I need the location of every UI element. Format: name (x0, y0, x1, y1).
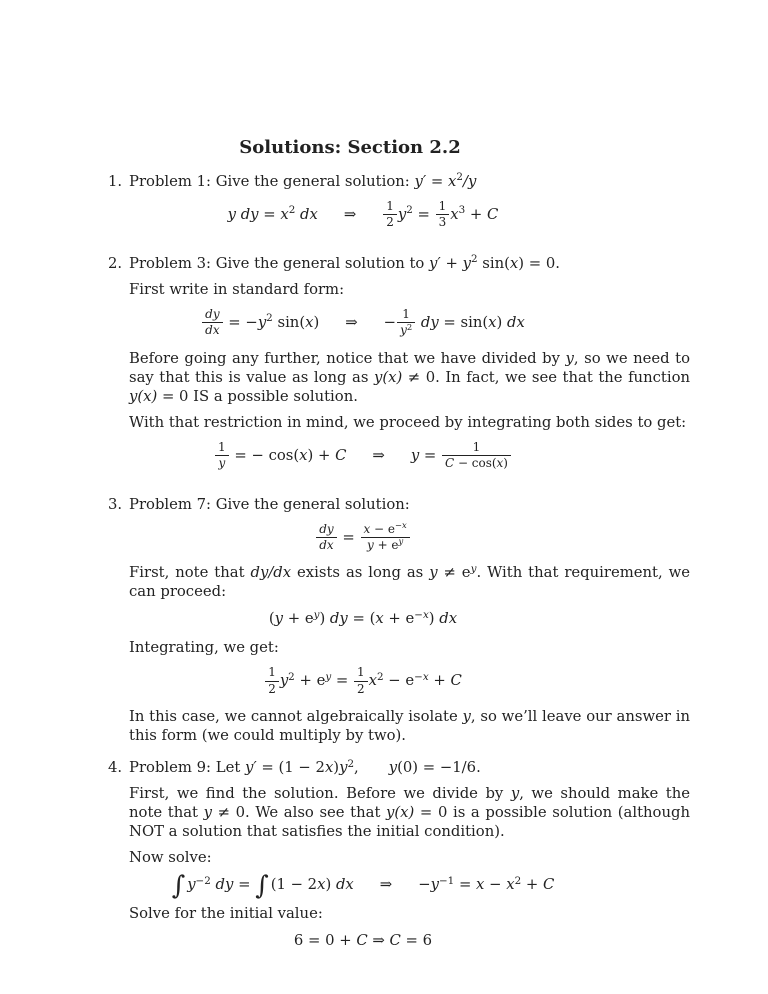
fn (397, 308, 415, 322)
tok-sup (395, 520, 407, 530)
tok-plain: 2 (456, 171, 463, 184)
tok-sup (414, 671, 429, 683)
tok-frac (215, 441, 229, 471)
tok-math: dx (295, 205, 318, 223)
problem-item-4 (108, 758, 690, 960)
tok-roman: + e (283, 610, 314, 628)
tok-roman: exists as long as (291, 564, 430, 582)
tok-roman: ( (268, 610, 275, 628)
tok-roman: + e (294, 672, 326, 690)
tok-math: y (325, 670, 332, 683)
tok-sup (314, 609, 320, 621)
tok-frac (436, 200, 450, 230)
tok-math: x (488, 313, 497, 331)
fd (316, 537, 336, 552)
tok-math: y dy (227, 205, 259, 223)
tok-roman: Before going any further, notice that we have divided by (129, 349, 566, 367)
tok-roman: ) (496, 313, 507, 331)
problem-2-lead: First write in standard form: (129, 280, 345, 298)
tok-roman: ) + (307, 446, 336, 464)
tok-sp (392, 888, 418, 889)
tok-plain: 1 (357, 665, 365, 680)
tok-math: x (402, 519, 407, 530)
item-body (129, 172, 690, 241)
tok-roman: 6 = 0 + (293, 932, 357, 950)
problem-1-equation (129, 200, 597, 230)
tok-math: x (506, 876, 515, 894)
tok-math: y (187, 876, 196, 894)
item-body (129, 495, 690, 746)
tok-math: y (510, 785, 520, 803)
tok-math: y (313, 608, 320, 621)
tok-roman: = ( (347, 610, 376, 628)
tok-plain: 2 (266, 312, 273, 325)
tok-roman: = (454, 876, 477, 894)
tok-roman: ⇒ (379, 876, 393, 894)
tok-math: dx (507, 313, 525, 331)
tok-roman: + (521, 876, 543, 894)
problem-3-paragraph-2 (129, 707, 690, 745)
tok-sup (325, 671, 331, 683)
tok-roman: , (354, 759, 359, 777)
tok-roman: , we should make the note that (129, 785, 691, 822)
tok-plain: 2 (406, 204, 413, 217)
fd (265, 681, 279, 696)
problem-2-statement (129, 254, 690, 273)
tok-frac (354, 666, 368, 696)
tok-roman: ) (319, 610, 330, 628)
tok-sup (456, 171, 463, 183)
tok-roman: Problem 3: Give the general solution to (129, 254, 430, 272)
tok-math: dy (416, 313, 439, 331)
tok-roman: = (412, 205, 435, 223)
fn (316, 523, 336, 537)
item-number: 2. (108, 254, 123, 272)
tok-plain: 2 (347, 757, 355, 770)
tok-plain: 1 (472, 439, 481, 454)
tok-roman: First, we find the solution. Before we divide by (129, 785, 511, 803)
problem-3-equation-3 (129, 666, 597, 696)
tok-frac (316, 523, 336, 553)
tok-math: y (462, 254, 471, 272)
problem-4-statement (129, 758, 690, 777)
tok-math: y(x) (129, 387, 158, 405)
tok-sp (318, 218, 344, 219)
tok-math: C (356, 932, 368, 950)
tok-math: x (299, 446, 308, 464)
tok-roman: − cos( (454, 456, 497, 471)
fn (202, 308, 222, 322)
fd (215, 455, 229, 470)
tok-roman: = (419, 446, 441, 464)
tok-math: x (363, 521, 371, 536)
tok-plain: 2 (514, 874, 522, 887)
fn (215, 441, 229, 455)
tok-plain: 1 (218, 439, 226, 454)
fd (436, 214, 450, 229)
tok-sup (471, 563, 477, 575)
tok-frac (202, 308, 222, 338)
tok-roman: − (383, 313, 397, 331)
tok-roman: , so we’ll leave our answer in this form (we could multiply by two). (129, 708, 690, 745)
tok-roman: ⇒ (367, 932, 390, 950)
tok-math: x (422, 608, 429, 621)
tok-roman: = 0 IS a possible solution. (157, 387, 358, 405)
tok-roman: sin( (477, 254, 510, 272)
fd (397, 322, 415, 337)
tok-roman: − (418, 876, 431, 894)
tok-math: x (496, 456, 504, 471)
tok-roman: ) (428, 610, 440, 628)
tok-roman: − e (370, 521, 395, 536)
tok-roman: ≠ 0. We also see that (212, 804, 387, 822)
tok-sup (459, 204, 466, 216)
problem-4-equation-1 (129, 870, 597, 901)
fd (361, 537, 410, 552)
tok-sup (515, 875, 522, 887)
tok-math: C (450, 672, 462, 690)
tok-sup (347, 758, 354, 770)
tok-plain: 3 (438, 215, 447, 230)
tok-math: x (324, 759, 334, 777)
problem-2-equation-1 (129, 308, 597, 338)
tok-plain: 2 (288, 670, 295, 683)
tok-frac (265, 666, 279, 696)
problem-2-paragraph-1 (129, 349, 690, 406)
problem-3-equation-1 (129, 519, 597, 553)
tok-sp (354, 888, 380, 889)
tok-math: C (445, 456, 455, 471)
problem-2-equation-2 (129, 441, 597, 471)
item-number: 3. (108, 495, 123, 513)
fn (265, 666, 279, 680)
tok-roman: ) (333, 759, 340, 777)
tok-sup (288, 671, 295, 683)
tok-roman: (1 − 2 (270, 876, 318, 894)
tok-roman: = − (223, 313, 258, 331)
tok-roman: ≠ e (437, 564, 471, 582)
tok-plain: 2 (357, 681, 365, 696)
tok-roman: ≠ 0. In fact, we see that the function (402, 368, 691, 386)
tok-plain: 2 (288, 204, 296, 217)
fn (383, 200, 397, 214)
tok-math: x (317, 876, 326, 894)
tok-sp (385, 459, 411, 460)
tok-roman: ) (503, 456, 508, 471)
tok-sup (414, 609, 429, 621)
item-number: 4. (108, 759, 123, 777)
item-body (129, 254, 690, 482)
page-title: Solutions: Section 2.2 (239, 137, 461, 158)
tok-math: x (450, 205, 459, 223)
tok-math: y (388, 759, 398, 777)
item-number: 1. (108, 173, 123, 190)
tok-sp (358, 326, 384, 327)
tok-math: y′ (244, 759, 257, 777)
tok-sup (407, 322, 412, 332)
problem-4-lead-2: Solve for the initial value: (129, 905, 323, 923)
tok-sup (406, 204, 413, 216)
tok-math: y (279, 672, 289, 690)
tok-roman: = (337, 528, 360, 546)
tok-plain: 2 (470, 253, 478, 266)
tok-plain: 3 (458, 204, 466, 217)
tok-roman: ) (313, 313, 320, 331)
tok-math: y (218, 456, 226, 471)
tok-math: y (397, 205, 407, 223)
tok-sup (471, 253, 478, 265)
tok-plain: 2 (386, 215, 394, 230)
tok-roman: = 6 (400, 932, 433, 950)
tok-math: y (430, 876, 439, 894)
tok-roman: = (258, 205, 281, 223)
tok-math: dy/dx (250, 564, 292, 582)
tok-roman: = (233, 876, 256, 894)
fd (354, 681, 368, 696)
fd (442, 455, 511, 470)
tok-plain: 2 (406, 321, 413, 332)
problem-4-equation-2 (129, 932, 597, 949)
tok-math: y (400, 323, 407, 338)
tok-math: dx (205, 323, 220, 338)
fd (383, 214, 397, 229)
item-body (129, 758, 690, 960)
tok-sup (196, 875, 211, 887)
tok-sup (399, 536, 404, 546)
tok-roman: − (394, 519, 403, 530)
tok-math: y (339, 759, 348, 777)
tok-roman: ) (325, 876, 336, 894)
problem-4-lead: Now solve: (129, 849, 212, 867)
tok-plain: 2 (268, 681, 276, 696)
tok-math: y(x) (374, 368, 403, 386)
problem-3-statement (129, 495, 690, 514)
tok-math: x (280, 205, 289, 223)
tok-roman: , so we need to say that this is value as long as (129, 349, 690, 386)
tok-math: dx (335, 876, 354, 894)
tok-sup (289, 204, 296, 216)
tok-roman: + e (383, 610, 415, 628)
tok-math: /y (462, 173, 477, 190)
tok-math: y(x) (386, 804, 415, 822)
tok-math: y (470, 562, 477, 575)
fn (361, 519, 410, 537)
tok-frac (442, 441, 511, 471)
tok-roman: + (428, 672, 451, 690)
tok-plain: 1 (386, 199, 394, 213)
tok-frac (383, 200, 397, 230)
tok-math: y′ (414, 173, 427, 190)
tok-plain: −1 (438, 874, 455, 887)
tok-math: x (368, 672, 377, 690)
tok-math: C (487, 205, 499, 223)
tok-roman: Problem 1: Give the general solution: (129, 173, 415, 190)
tok-roman: + (440, 254, 463, 272)
tok-roman: = 0 is a possible solution (although NOT a solution that satisfies the initial condition). (129, 804, 690, 841)
tok-math: y (257, 313, 267, 331)
tok-roman: Problem 9: Let (129, 759, 245, 777)
tok-roman: + (465, 205, 488, 223)
tok-roman: − e (383, 672, 415, 690)
tok-math: x (509, 254, 519, 272)
tok-math: x (375, 610, 384, 628)
tok-roman: = (426, 173, 449, 190)
tok-roman: = − cos( (229, 446, 300, 464)
tok-roman: ⇒ (343, 205, 357, 223)
tok-plain: 2 (376, 670, 384, 683)
problem-3-equation-2 (129, 610, 597, 627)
fd (202, 322, 222, 337)
tok-sp (359, 771, 389, 772)
tok-math: x (422, 670, 429, 683)
problem-1-statement (129, 172, 690, 191)
tok-math: y (565, 349, 574, 367)
tok-math: dy (319, 521, 334, 536)
tok-roman: = sin( (438, 313, 489, 331)
tok-sp (356, 218, 382, 219)
tok-sp (346, 459, 372, 460)
tok-math: C (542, 876, 555, 894)
problem-2-lead-2: With that restriction in mind, we proceed by integrating both sides to get: (129, 413, 687, 431)
problem-item-1 (108, 172, 690, 241)
tok-math: y (203, 804, 212, 822)
tok-math: x (305, 313, 314, 331)
tok-plain: −2 (195, 874, 211, 887)
tok-math: y (274, 610, 284, 628)
tok-math: y (410, 446, 420, 464)
tok-frac (361, 519, 410, 553)
tok-roman: = (1 − 2 (256, 759, 325, 777)
tok-roman: + e (373, 537, 399, 552)
tok-roman: In this case, we cannot algebraically isolate (129, 708, 463, 726)
tok-math: dx (439, 610, 458, 628)
tok-roman: ) = 0. (518, 254, 560, 272)
fn (354, 666, 368, 680)
tok-sup (439, 875, 454, 887)
fn (436, 200, 450, 214)
tok-roman: . With that requirement, we can proceed: (129, 564, 691, 601)
fn (442, 441, 511, 455)
tok-roman: ⇒ (372, 446, 385, 464)
tok-roman: ⇒ (345, 313, 358, 331)
tok-math: C (389, 932, 401, 950)
tok-math: x (448, 173, 457, 190)
tok-math: dx (319, 537, 334, 552)
problem-3-paragraph-1 (129, 563, 690, 601)
tok-math: x (476, 876, 485, 894)
tok-sp (319, 326, 345, 327)
tok-plain: 1 (402, 306, 410, 321)
problem-4-paragraph-1 (129, 784, 690, 841)
tok-roman: sin( (272, 313, 306, 331)
tok-sup (377, 671, 384, 683)
tok-int: ∫ (171, 870, 186, 901)
tok-int: ∫ (255, 870, 269, 901)
tok-roman: − (414, 608, 423, 621)
tok-sup (266, 312, 273, 324)
tok-plain: 1 (438, 199, 447, 213)
problem-item-3 (108, 495, 690, 746)
tok-roman: − (414, 670, 423, 683)
problem-item-2 (108, 254, 690, 482)
tok-math: C (335, 446, 347, 464)
problem-3-lead: Integrating, we get: (129, 639, 279, 657)
tok-roman: = (331, 672, 353, 690)
tok-math: y (462, 708, 471, 726)
tok-roman: First, note that (129, 564, 251, 582)
tok-roman: (0) = −1/6. (397, 759, 481, 777)
tok-math: y (367, 537, 374, 552)
tok-math: y′ (429, 254, 441, 272)
tok-math: dy (210, 876, 234, 894)
tok-math: y (398, 536, 404, 547)
tok-math: y (429, 564, 438, 582)
tok-frac (397, 308, 415, 338)
tok-roman: Problem 7: Give the general solution: (129, 495, 410, 513)
tok-plain: 1 (268, 665, 276, 680)
tok-math: dy (205, 306, 220, 321)
tok-roman: − (484, 876, 507, 894)
tok-math: dy (329, 610, 348, 628)
